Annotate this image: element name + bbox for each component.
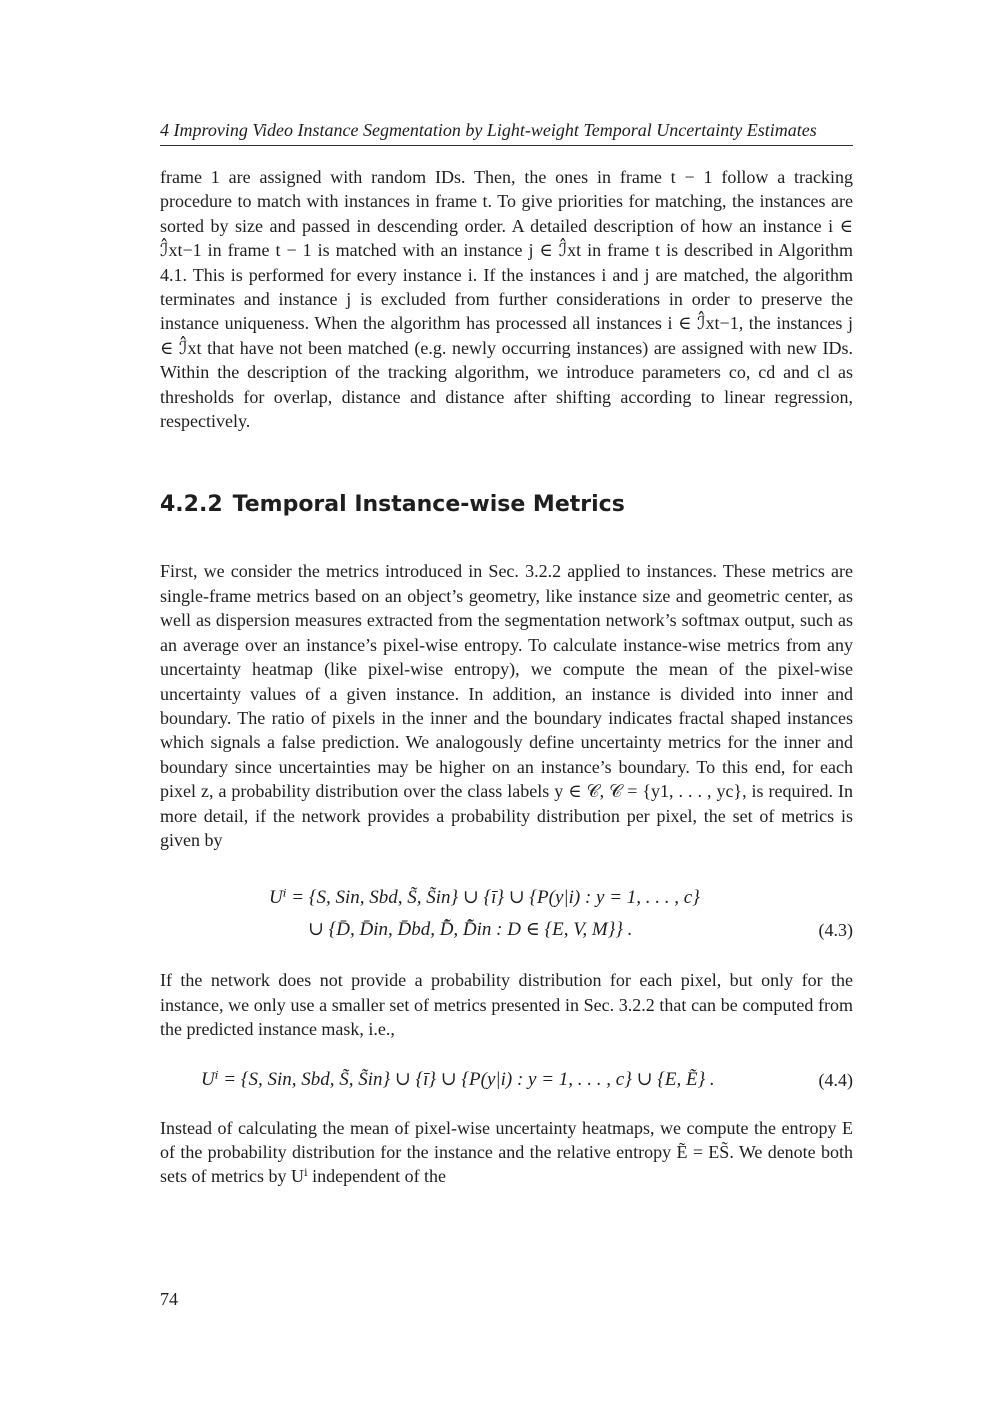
equation-4-3-line-1: Uⁱ = {S, Sin, Sbd, S̃, S̃in} ∪ {ī} ∪ {P(y|i) : y = 1, . . . , c} — [269, 887, 700, 909]
equation-number: (4.4) — [818, 1069, 853, 1090]
section-title: Temporal Instance-wise Metrics — [232, 492, 625, 518]
equation-number: (4.3) — [818, 920, 853, 941]
section-heading — [160, 491, 853, 519]
paragraph-entropy: Instead of calculating the mean of pixel-wise uncertainty heatmaps, we compute the entropy E of the probability distribution for the instance and the relative entropy Ẽ = ES̃. We denote both sets of metrics by Uⁱ independent of the — [160, 1117, 853, 1187]
running-header: 4 Improving Video Instance Segmentation by Light-weight Temporal Uncertainty Estimates — [160, 118, 853, 146]
paragraph-metrics-intro: First, we consider the metrics introduced in Sec. 3.2.2 applied to instances. These metrics are single-frame metrics based on an object’s geometry, like instance size and geometric center, as well as dispersion measures extracted from the segmentation network’s softmax output, such as an average over an instance’s pixel-wise entropy. To calculate instance-wise metrics from any uncertainty heatmap (like pixel-wise entropy), we compute the mean of the pixel-wise uncertainty values of a given instance. In addition, an instance is divided into inner and boundary. The ratio of pixels in the inner and the boundary indicates fractal shaped instances which signals a false prediction. We analogously define uncertainty metrics for the inner and boundary since uncertainties may be higher on an instance’s boundary. To this end, for each pixel z, a probability distribution over the class labels y ∈ 𝒞, 𝒞 = {y1, . . . , yc}, is required. In more detail, if the network provides a probability distribution per pixel, the set of metrics is given by — [160, 561, 853, 850]
paragraph-reduced-metrics: If the network does not provide a probability distribution for each pixel, but only for the instance, we only use a smaller set of metrics presented in Sec. 3.2.2 that can be computed from the predicted instance mask, i.e., — [160, 970, 853, 1040]
equation-4-3 — [160, 882, 853, 946]
equation-4-4 — [160, 1064, 853, 1096]
paragraph-tracking: frame 1 are assigned with random IDs. Then, the ones in frame t − 1 follow a tracking procedure to match with instances in frame t. To give priorities for matching, the instances are sorted by size and passed in descending order. A detailed description of how an instance i ∈ ℐ̂xt−1 in frame t − 1 is matched with an instance j ∈ ℐ̂xt in frame t is described in Algorithm 4.1. This is performed for every instance i. If the instances i and j are matched, the algorithm terminates and instance j is excluded from further considerations in order to preserve the instance uniqueness. When the algorithm has processed all instances i ∈ ℐ̂xt−1, the instances j ∈ ℐ̂xt that have not been matched (e.g. newly occurring instances) are assigned with new IDs. Within the description of the tracking algorithm, we introduce parameters co, cd and cl as thresholds for overlap, distance and distance after shifting according to linear regression, respectively. — [160, 167, 853, 432]
page-number: 74 — [160, 1289, 178, 1309]
page-body — [160, 118, 853, 1189]
section-number: 4.2.2 — [160, 492, 223, 518]
equation-4-4-line: Uⁱ = {S, Sin, Sbd, S̃, S̃in} ∪ {ī} ∪ {P(y|i) : y = 1, . . . , c} ∪ {E, Ẽ} . — [201, 1068, 715, 1090]
equation-4-3-line-2: ∪ {D̄, D̄in, D̄bd, D̄̃, D̄̃in : D ∈ {E, V, M}} . — [308, 919, 633, 941]
